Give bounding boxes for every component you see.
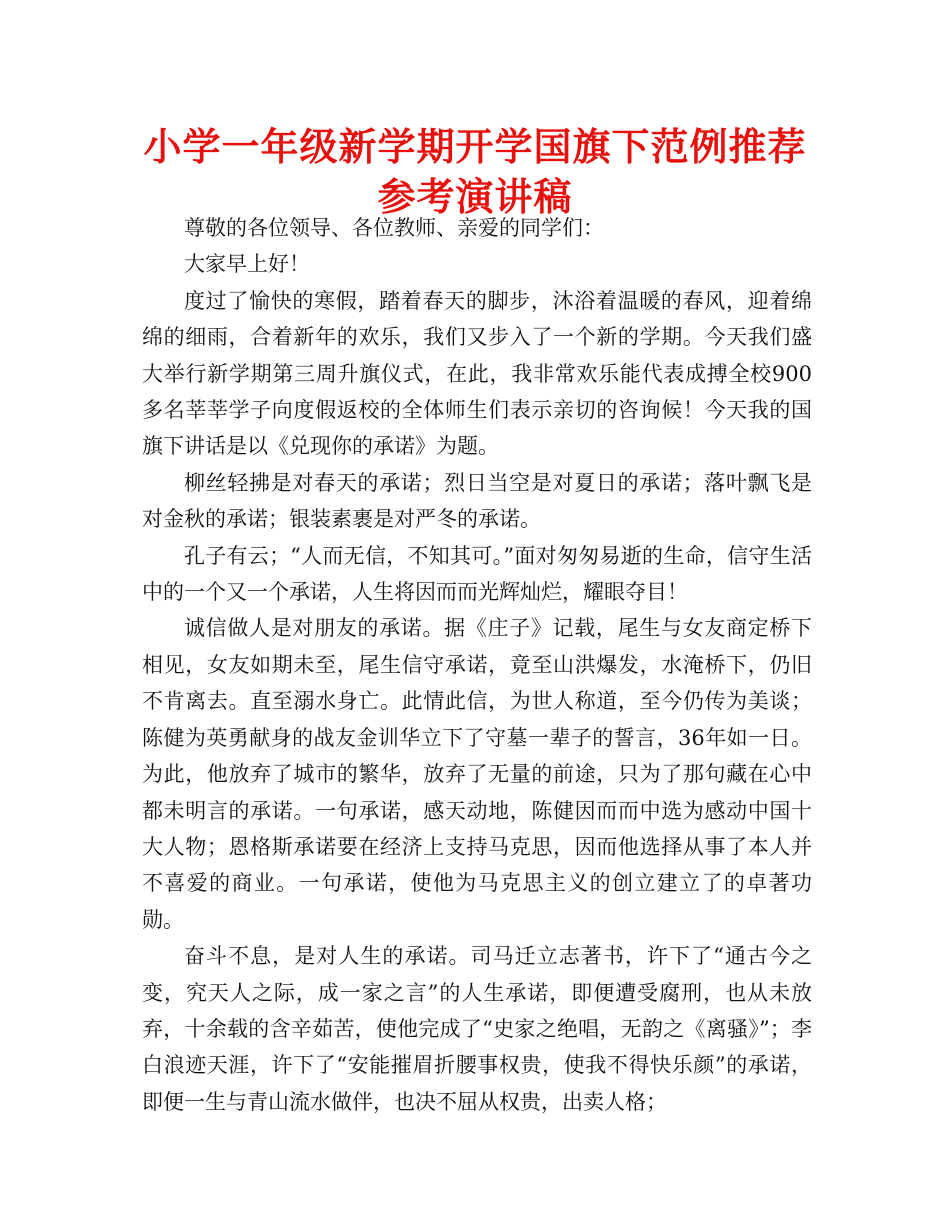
body-paragraph: 孔子有云；“人而无信，不知其可。”面对匆匆易逝的生命，信守生活中的一个又一个承诺，人生将因而而光辉灿烂，耀眼夺目！	[142, 543, 812, 605]
document-body	[142, 210, 812, 1120]
body-paragraph: 度过了愉快的寒假，踏着春天的脚步，沐浴着温暖的春风，迎着绵绵的细雨，合着新年的欢乐，我们又步入了一个新的学期。今天我们盛大举行新学期第三周升旗仪式，在此，我非常欢乐能代表成搏全校900多名莘莘学子向度假返校的全体师生们表示亲切的咨询候！今天我的国旗下讲话是以《兑现你的承诺》为题。	[142, 288, 812, 459]
document-title: 小学一年级新学期开学国旗下范例推荐参考演讲稿	[143, 125, 807, 219]
salutation-paragraph: 尊敬的各位领导、各位教师、亲爱的同学们：	[184, 216, 604, 240]
body-paragraph: 诚信做人是对朋友的承诺。据《庄子》记载，尾生与女友商定桥下相见，女友如期未至，尾生信守承诺，竟至山洪爆发，水淹桥下，仍旧不肯离去。直至溺水身亡。此情此信，为世人称道，至今仍传为美谈；陈健为英勇献身的战友金训华立下了守墓一辈子的誓言，36年如一日。为此，他放弃了城市的繁华，放弃了无量的前途，只为了那句藏在心中都未明言的承诺。一句承诺，感天动地，陈健因而而中选为感动中国十大人物；恩格斯承诺要在经济上支持马克思，因而他选择从事了本人并不喜爱的商业。一句承诺，使他为马克思主义的创立建立了的卓著功勋。	[142, 616, 812, 932]
body-paragraph: 柳丝轻拂是对春天的承诺；烈日当空是对夏日的承诺；落叶飘飞是对金秋的承诺；银装素裹是对严冬的承诺。	[142, 470, 812, 532]
body-paragraph: 奋斗不息，是对人生的承诺。司马迁立志著书，许下了“通古今之变，究天人之际，成一家之言”的人生承诺，即便遭受腐刑，也从未放弃，十余载的含辛茹苦，使他完成了“史家之绝唱，无韵之《离骚》”；李白浪迹天涯，许下了“安能摧眉折腰事权贵，使我不得快乐颜”的承诺，即便一生与青山流水做伴，也决不屈从权贵，出卖人格；	[142, 944, 812, 1114]
greeting-paragraph: 大家早上好！	[184, 252, 310, 277]
